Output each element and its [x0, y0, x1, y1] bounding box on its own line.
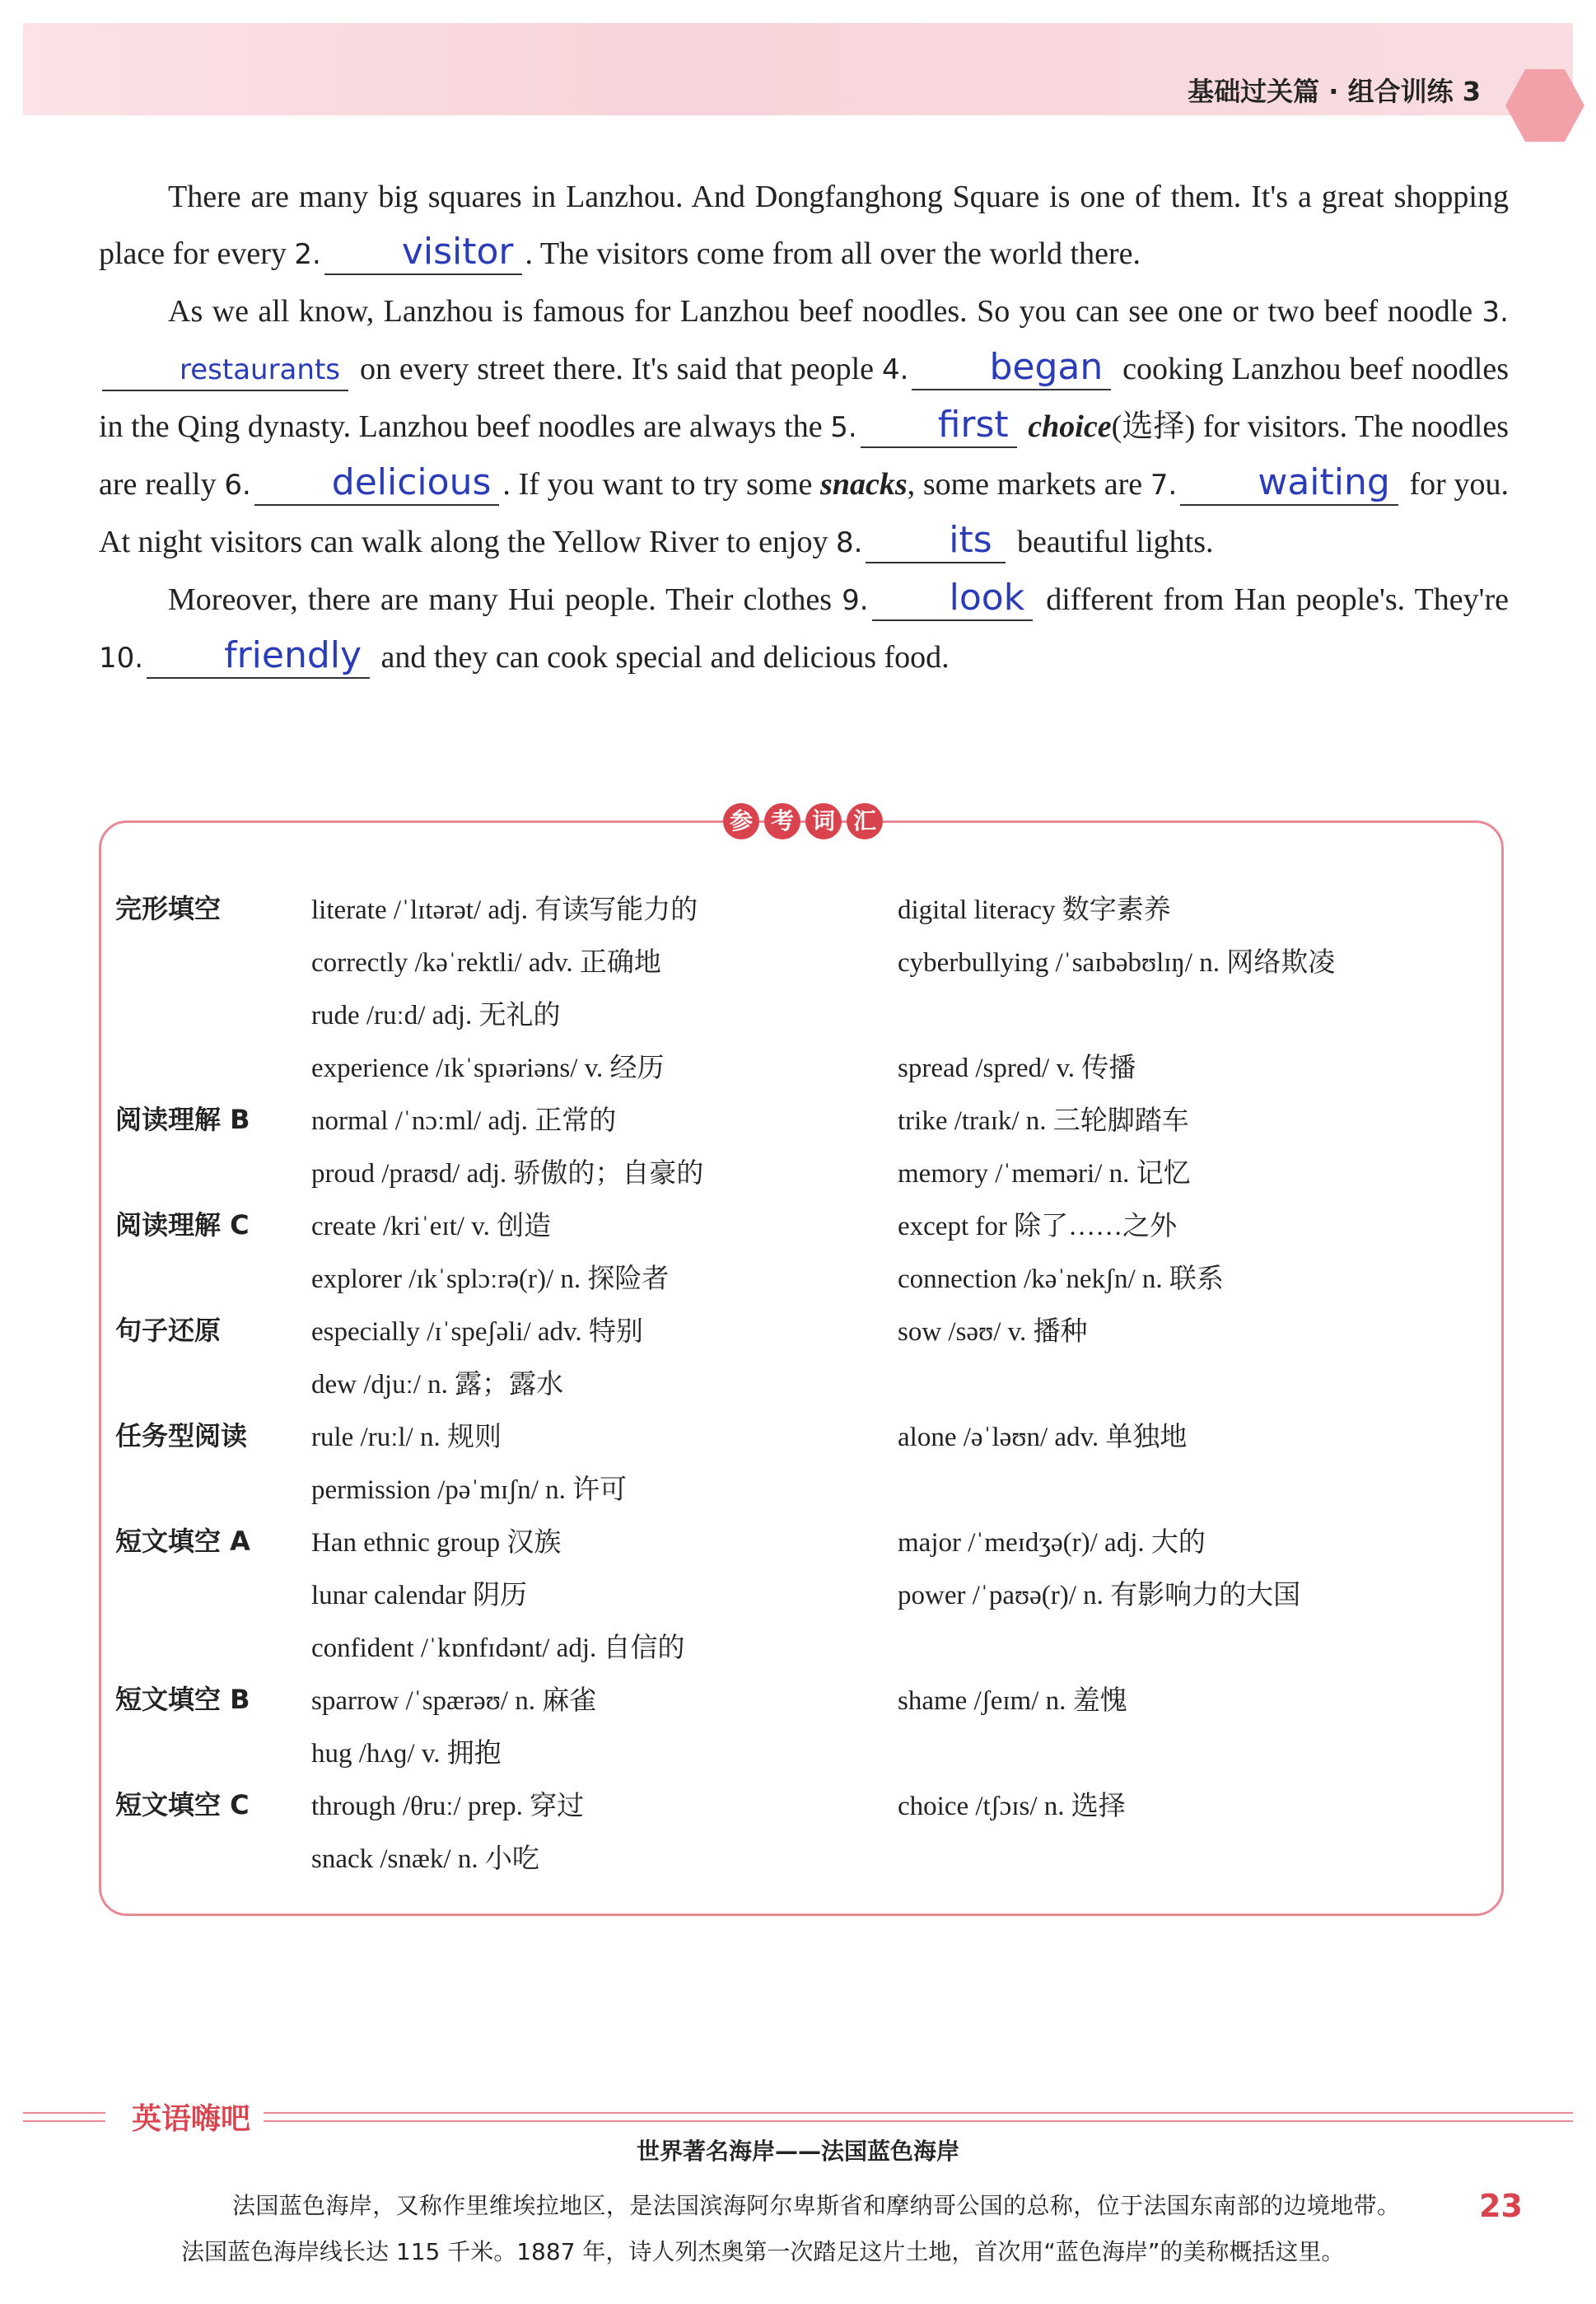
vocab-entry: permission /pəˈmɪʃn/ n. 许可 [311, 1475, 628, 1505]
page-number: 23 [1479, 2188, 1523, 2224]
answer-blank-2[interactable] [324, 232, 522, 275]
vocab-entry: normal /ˈnɔːml/ adj. 正常的 [311, 1106, 617, 1136]
vocab-category: 完形填空 [115, 893, 222, 924]
text: There are many big squares in Lanzhou. And Dongfanghong Square is one of them. It's a great shopping place for every [99, 180, 1509, 271]
vocab-row [115, 1310, 1499, 1362]
text: . The visitors come from all over the world there. [525, 236, 1141, 271]
vocab-entry: literate /ˈlɪtərət/ adj. 有读写能力的 [311, 895, 698, 925]
vocab-entry: Han ethnic group 汉族 [311, 1528, 562, 1558]
vocab-entry: dew /djuː/ n. 露；露水 [311, 1370, 564, 1400]
vocab-entry: hug /hʌɡ/ v. 拥抱 [311, 1739, 502, 1769]
vocab-entry: except for 除了……之外 [898, 1212, 1178, 1241]
answer-blank-4[interactable] [912, 348, 1111, 390]
text: (选择) for visitors. The noodles are really [99, 409, 1510, 502]
answer-text: waiting [1258, 461, 1390, 503]
vocab-entry: sparrow /ˈspærəʊ/ n. 麻雀 [311, 1686, 597, 1716]
footer-divider [23, 2112, 105, 2114]
vocab-row [115, 1362, 1499, 1415]
vocab-row [115, 941, 1499, 993]
text: beautiful lights. [1009, 525, 1214, 559]
paragraph-2 [99, 283, 1509, 572]
blank-number: 5. [830, 411, 857, 444]
text [1020, 409, 1029, 444]
answer-blank-5[interactable] [861, 405, 1017, 448]
text: for you. At night visitors can walk along the Yellow River to enjoy [99, 467, 1510, 559]
vocab-entry: spread /spred/ v. 传播 [898, 1054, 1136, 1083]
vocab-row [115, 1415, 1499, 1468]
blank-number: 8. [836, 526, 863, 559]
vocab-entry: trike /traɪk/ n. 三轮脚踏车 [898, 1106, 1189, 1136]
answer-blank-10[interactable] [147, 636, 370, 679]
vocab-row [115, 1046, 1499, 1099]
vocab-entry: proud /praʊd/ adj. 骄傲的；自豪的 [311, 1159, 704, 1189]
footer-divider [264, 2112, 1573, 2114]
blank-number: 10. [99, 642, 144, 675]
vocab-category: 阅读理解 B [115, 1104, 250, 1135]
vocab-row [115, 888, 1499, 941]
vocab-entry: create /kriˈeɪt/ v. 创造 [311, 1212, 552, 1241]
blank-number: 7. [1150, 469, 1178, 502]
badge-char: 词 [805, 803, 842, 839]
vocab-entry: digital literacy 数字素养 [898, 895, 1171, 925]
vocab-row [115, 1468, 1499, 1521]
keyword-choice: choice [1028, 409, 1112, 444]
vocab-category: 短文填空 C [115, 1789, 250, 1820]
answer-text: friendly [224, 634, 362, 676]
answer-text: delicious [331, 461, 492, 503]
vocab-entry: major /ˈmeɪdʒə(r)/ adj. 大的 [898, 1528, 1206, 1558]
text: As we all know, Lanzhou is famous for Lanzhou beef noodles. So you can see one or two beef noodle [168, 294, 1482, 329]
footer-divider [264, 2120, 1573, 2122]
vocab-entry: power /ˈpaʊə(r)/ n. 有影响力的大国 [898, 1581, 1301, 1610]
badge-char: 汇 [847, 803, 883, 839]
footer-title: 世界著名海岸——法国蓝色海岸 [636, 2138, 959, 2165]
vocab-row [115, 1837, 1499, 1890]
answer-text: began [989, 346, 1104, 388]
text: , some markets are [907, 467, 1150, 502]
text: on every street there. It's said that people [352, 352, 882, 386]
answer-blank-7[interactable] [1180, 463, 1398, 506]
vocab-entry: connection /kəˈnekʃn/ n. 联系 [898, 1264, 1224, 1294]
vocab-row [115, 1257, 1499, 1310]
text: different from Han people's. They're [1036, 582, 1510, 617]
vocab-entry: snack /snæk/ n. 小吃 [311, 1844, 539, 1874]
vocab-category: 任务型阅读 [115, 1420, 248, 1451]
answer-blank-9[interactable] [872, 578, 1034, 621]
vocab-row [115, 1099, 1499, 1152]
answer-blank-6[interactable] [254, 463, 500, 506]
answer-text: look [949, 577, 1025, 619]
vocab-entry: through /θruː/ prep. 穿过 [311, 1792, 585, 1821]
answer-text: its [949, 519, 992, 561]
vocabulary-badge [716, 797, 889, 845]
vocab-entry: especially /ɪˈspeʃəli/ adv. 特别 [311, 1317, 643, 1347]
vocab-row [115, 993, 1499, 1046]
vocab-entry: alone /əˈləʊn/ adv. 单独地 [898, 1423, 1188, 1452]
answer-text: first [937, 404, 1009, 446]
badge-char: 参 [723, 803, 759, 839]
vocab-entry: sow /səʊ/ v. 播种 [898, 1317, 1088, 1347]
vocab-entry: rule /ruːl/ n. 规则 [311, 1423, 502, 1452]
vocab-entry: memory /ˈmeməri/ n. 记忆 [898, 1159, 1191, 1189]
vocab-entry: rude /ruːd/ adj. 无礼的 [311, 1001, 561, 1030]
vocab-category: 阅读理解 C [115, 1209, 250, 1241]
vocab-entry: explorer /ɪkˈsplɔːrə(r)/ n. 探险者 [311, 1264, 670, 1294]
blank-number: 9. [842, 584, 869, 617]
vocab-row [115, 1732, 1499, 1784]
vocab-row [115, 1204, 1499, 1257]
vocab-entry: lunar calendar 阴历 [311, 1581, 528, 1610]
footer-paragraph: 法国蓝色海岸，又称作里维埃拉地区，是法国滨海阿尔卑斯省和摩纳哥公国的总称，位于法国东南部的边境地带。法国蓝色海岸线长达 115 千米。1887 年，诗人列杰奥第一次踏足这片土地，首次用“蓝色海岸”的美称概括这里。 [181, 2192, 1400, 2265]
blank-number: 6. [224, 469, 251, 502]
text: cooking Lanzhou beef noodles in the Qing dynasty. Lanzhou beef noodles are always the [99, 352, 1509, 444]
page-section-title: 基础过关篇 · 组合训练 3 [1188, 76, 1481, 107]
footer-divider [23, 2120, 105, 2122]
badge-char: 考 [764, 803, 800, 839]
answer-blank-8[interactable] [866, 521, 1006, 563]
vocab-row [115, 1521, 1499, 1573]
keyword-snacks: snacks [820, 467, 908, 502]
blank-number: 4. [882, 353, 909, 386]
vocab-category: 短文填空 A [115, 1526, 250, 1557]
cloze-passage [99, 169, 1509, 687]
vocab-entry: experience /ɪkˈspɪəriəns/ v. 经历 [311, 1054, 665, 1083]
footer-section-label: 英语嗨吧 [122, 2096, 260, 2138]
vocab-row [115, 1784, 1499, 1837]
vocab-entry: cyberbullying /ˈsaɪbəbʊlɪŋ/ n. 网络欺凌 [898, 948, 1336, 978]
answer-text: restaurants [180, 353, 340, 386]
vocab-row [115, 1573, 1499, 1626]
vocab-entry: confident /ˈkɒnfɪdənt/ adj. 自信的 [311, 1633, 685, 1663]
blank-number: 2. [294, 238, 321, 271]
vocab-entry: shame /ʃeɪm/ n. 羞愧 [898, 1686, 1127, 1716]
text: . If you want to try some [502, 467, 821, 502]
paragraph-3 [99, 572, 1509, 687]
blank-number: 3. [1482, 296, 1509, 329]
vocab-entry: choice /tʃɔɪs/ n. 选择 [898, 1792, 1126, 1821]
vocab-category: 短文填空 B [115, 1684, 250, 1715]
vocab-entry: correctly /kəˈrektli/ adv. 正确地 [311, 948, 661, 978]
text: Moreover, there are many Hui people. Their clothes [168, 582, 842, 617]
text: and they can cook special and delicious food. [373, 640, 950, 675]
vocab-category: 句子还原 [115, 1315, 222, 1346]
answer-blank-3[interactable] [102, 349, 348, 391]
vocab-row [115, 1626, 1499, 1679]
vocab-row [115, 1152, 1499, 1204]
paragraph-1 [99, 169, 1509, 283]
vocab-row [115, 1679, 1499, 1732]
answer-text: visitor [401, 231, 514, 273]
